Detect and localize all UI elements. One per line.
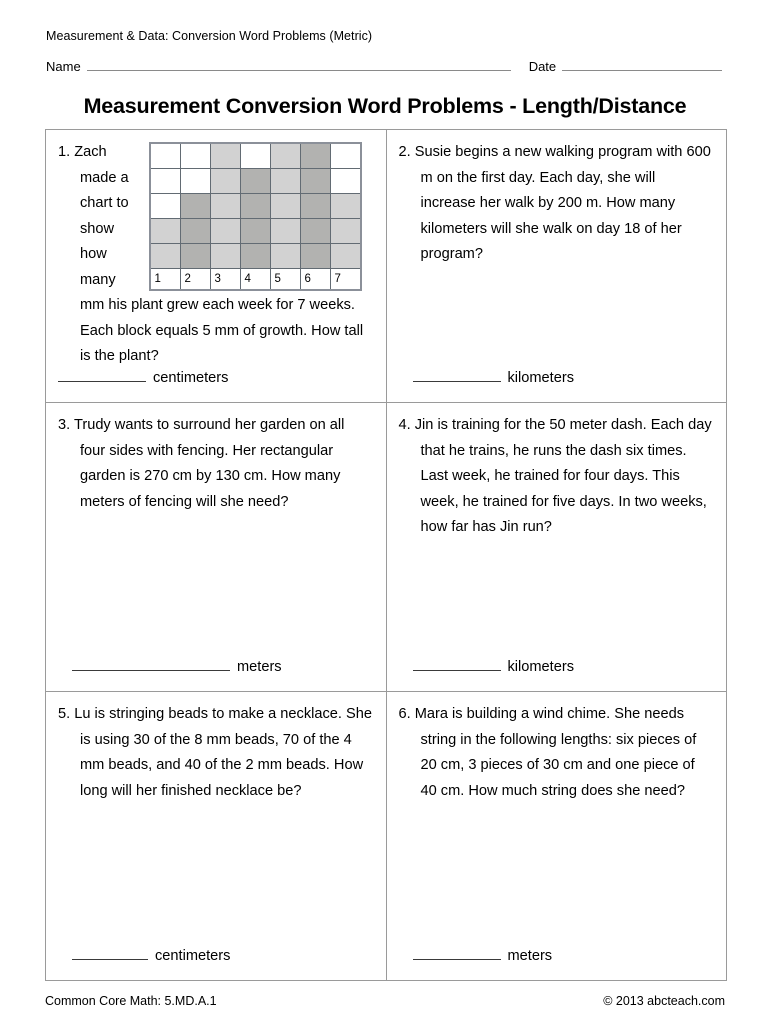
block-chart-cell [330,244,361,269]
block-chart-cell [270,169,300,194]
problem-cell-5 [46,692,387,981]
problem-3-answer [72,657,282,677]
page-title: Measurement Conversion Word Problems - Length/Distance [83,94,687,118]
block-chart-cell [150,143,181,169]
problem-2-body: Susie begins a new walking program with 600 m on the first day. Each day, she will increase her walk by 200 m. How many kilometers will she walk on day 18 of her program? [414,144,711,262]
problem-2-number: 2. [398,144,411,160]
problem-cell-3 [46,403,387,692]
name-date-row [46,56,725,78]
block-chart-cell [300,244,330,269]
block-chart-cell [180,194,210,219]
footer-copyright: © 2013 abcteach.com [603,994,725,1008]
problem-2-answer [413,368,575,388]
problem-1-answer [58,368,228,388]
answer-blank-4[interactable] [413,657,501,671]
plant-growth-block-chart [149,142,362,291]
problems-table [45,129,727,981]
problem-cell-6 [386,692,727,981]
problem-6-number: 6. [398,706,411,722]
problem-4-answer [413,657,575,677]
block-chart-axis-row [150,269,361,291]
block-chart-cell [210,219,240,244]
problem-6-body: Mara is building a wind chime. She needs string in the following lengths: six pieces of 20 cm, 3 pieces of 30 cm and one piece of 40 cm. How much string does she need? [414,706,697,799]
problem-2-text [399,140,715,268]
answer-unit-1: centimeters [153,370,229,386]
block-chart-row [150,194,361,219]
block-chart-axis-label: 3 [210,269,240,291]
footer-standard: Common Core Math: 5.MD.A.1 [45,994,217,1008]
block-chart-cell [150,244,181,269]
block-chart-grid [149,142,362,291]
answer-blank-2[interactable] [413,368,501,382]
answer-blank-5[interactable] [72,946,148,960]
answer-unit-2: kilometers [507,370,574,386]
block-chart-axis-label: 6 [300,269,330,291]
block-chart-axis-label: 1 [150,269,181,291]
answer-blank-3[interactable] [72,657,230,671]
block-chart-cell [240,219,270,244]
block-chart-cell [330,219,361,244]
block-chart-axis-label: 7 [330,269,361,291]
problem-row-1 [46,130,727,403]
block-chart-row [150,169,361,194]
block-chart-cell [180,244,210,269]
answer-unit-5: centimeters [155,948,231,964]
block-chart-row [150,219,361,244]
problem-6-text [399,702,715,804]
answer-unit-4: kilometers [507,659,574,675]
strand-label: Measurement & Data: Conversion Word Problems (Metric) [46,29,373,43]
name-input-line[interactable] [87,56,511,71]
block-chart-axis-label: 4 [240,269,270,291]
block-chart-cell [270,143,300,169]
problem-cell-4 [386,403,727,692]
answer-blank-6[interactable] [413,946,501,960]
problem-cell-2 [386,130,727,403]
problem-5-text [58,702,374,804]
problem-3-body: Trudy wants to surround her garden on all four sides with fencing. Her rectangular garden is 270 cm by 130 cm. How many meters of fencing will she need? [73,417,345,510]
problem-3-number: 3. [58,417,71,433]
problem-5-body: Lu is stringing beads to make a necklace. She is using 30 of the 8 mm beads, 70 of the 4 mm beads, and 40 of the 2 mm beads. How long will her finished necklace be? [74,706,372,799]
block-chart-cell [180,219,210,244]
problem-4-number: 4. [398,417,411,433]
name-label: Name [46,59,81,74]
block-chart-cell [210,143,240,169]
block-chart-cell [240,244,270,269]
block-chart-cell [300,169,330,194]
block-chart-cell [270,244,300,269]
block-chart-cell [270,219,300,244]
page-footer [45,994,725,1008]
block-chart-cell [150,219,181,244]
block-chart-row [150,244,361,269]
block-chart-cell [180,143,210,169]
block-chart-cell [330,143,361,169]
date-label: Date [528,59,557,74]
block-chart-cell [300,194,330,219]
block-chart-rows [150,143,361,269]
block-chart-axis-label: 2 [180,269,210,291]
block-chart-cell [270,194,300,219]
block-chart-cell [210,169,240,194]
problem-4-body: Jin is training for the 50 meter dash. Each day that he trains, he runs the dash six times. Last week, he trained for four days. This week, he trained for five days. In two weeks, how far has Jin run? [414,417,712,535]
block-chart-cell [180,169,210,194]
answer-blank-1[interactable] [58,368,146,382]
problem-1-text: 1. Zach made a chart to show how many mm his plant grew each week for 7 weeks. Each block equals 5 mm of growth. How tall is the plant? [58,144,364,364]
problem-5-number: 5. [58,706,71,722]
problem-4-text [399,413,715,541]
date-input-line[interactable] [562,56,722,71]
problem-1-body [58,140,374,370]
answer-unit-3: meters [237,659,282,675]
block-chart-row [150,143,361,169]
problem-row-2 [46,403,727,692]
block-chart-cell [240,194,270,219]
problem-row-3 [46,692,727,981]
block-chart-cell [330,169,361,194]
block-chart-cell [210,244,240,269]
block-chart-cell [210,194,240,219]
block-chart-cell [300,143,330,169]
block-chart-cell [240,143,270,169]
block-chart-cell [330,194,361,219]
problem-6-answer [413,946,553,966]
problem-3-text [58,413,374,515]
problem-5-answer [72,946,230,966]
problem-cell-1 [46,130,387,403]
block-chart-axis-label: 5 [270,269,300,291]
block-chart-cell [240,169,270,194]
answer-unit-6: meters [507,948,553,964]
block-chart-cell [150,169,181,194]
block-chart-cell [150,194,181,219]
block-chart-cell [300,219,330,244]
